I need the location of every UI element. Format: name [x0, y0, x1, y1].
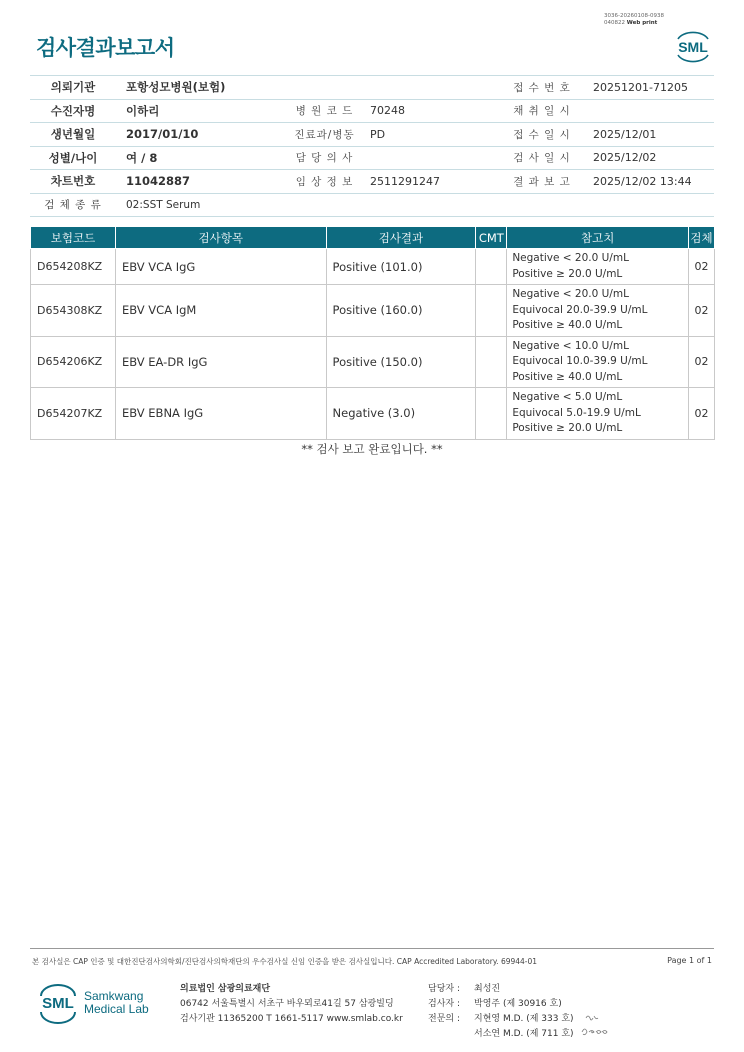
staff-name: 박영주 (제 30916 호) [474, 999, 562, 1009]
print-id-number: 3036-20260108-0938 [604, 13, 664, 19]
reference-line: Negative < 5.0 U/mL [512, 391, 623, 403]
staff-list [428, 982, 574, 1042]
info-label-2: 임 상 정 보 [295, 175, 354, 188]
reference-range [507, 388, 689, 440]
info-value: 11042887 [126, 174, 191, 189]
test-item: EBV VCA IgG [115, 249, 326, 285]
test-result: Positive (160.0) [326, 285, 476, 337]
info-row [30, 194, 714, 218]
info-label: 생년월일 [50, 127, 96, 142]
info-value: 02:SST Serum [126, 198, 201, 211]
info-value-3: 2025/12/02 [593, 151, 657, 165]
reference-range [507, 285, 689, 337]
insurance-code: D654206KZ [31, 336, 116, 388]
insurance-code: D654207KZ [31, 388, 116, 440]
info-label-3: 접 수 일 시 [513, 128, 571, 141]
info-row [30, 100, 714, 124]
reference-line: Positive ≥ 40.0 U/mL [512, 370, 623, 383]
page-number: Page 1 of 1 [667, 956, 712, 965]
info-row [30, 123, 714, 147]
cmt-cell [476, 388, 507, 440]
staff-name: 최성진 [474, 984, 501, 994]
info-value: 이하리 [126, 103, 160, 118]
info-row [30, 170, 714, 194]
reference-line: Positive ≥ 20.0 U/mL [512, 267, 623, 280]
info-value-3: 2025/12/01 [593, 127, 657, 141]
info-label-3: 채 취 일 시 [513, 105, 571, 118]
results-table [30, 226, 715, 440]
lab-logo-name: Samkwang Medical Lab [84, 989, 149, 1016]
reference-line: Positive ≥ 20.0 U/mL [512, 422, 623, 434]
organization-info [180, 982, 403, 1027]
info-label-2: 진료과/병동 [294, 128, 355, 141]
reference-range [507, 249, 689, 285]
certification-text: 본 검사실은 CAP 인증 및 대한진단검사의학회/진단검사의학재단의 우수검사실 신임 인증을 받은 검사실입니다. CAP Accredited Laboratory. 69944-01 [32, 957, 538, 966]
reference-line: Equivocal 20.0-39.9 U/mL [512, 303, 648, 316]
specimen-code: 02 [689, 336, 715, 388]
col-specimen: 검체 [689, 227, 715, 249]
col-insurance-code: 보험코드 [31, 227, 116, 249]
reference-line: Positive ≥ 40.0 U/mL [512, 319, 623, 331]
staff-row [428, 997, 574, 1012]
staff-role: 전문의 : [428, 1014, 460, 1024]
col-cmt: CMT [476, 227, 507, 249]
signature-icon [580, 1010, 610, 1040]
specimen-code: 02 [689, 285, 715, 337]
info-row [30, 76, 714, 100]
samkwang-logo-icon [36, 980, 80, 1024]
test-item: EBV EA-DR IgG [115, 336, 326, 388]
info-label: 검 체 종 류 [44, 199, 102, 212]
test-item: EBV EBNA IgG [115, 388, 326, 440]
staff-row [428, 1012, 574, 1027]
table-row [31, 285, 715, 337]
info-value-2: 70248 [370, 104, 405, 118]
staff-row [428, 1027, 574, 1042]
reference-line: Negative < 20.0 U/mL [512, 252, 629, 264]
col-test-item: 검사항목 [115, 227, 326, 249]
table-row [31, 388, 715, 440]
staff-name: 지현영 M.D. (제 333 호) [474, 1014, 574, 1024]
org-name: 의료법인 삼광의료재단 [180, 984, 271, 994]
test-item: EBV VCA IgM [115, 285, 326, 337]
info-value-2: PD [370, 127, 386, 141]
info-row [30, 147, 714, 171]
footer-divider [30, 948, 714, 949]
insurance-code: D654208KZ [31, 249, 116, 285]
info-value: 2017/01/10 [126, 127, 199, 142]
specimen-code: 02 [689, 249, 715, 285]
test-result: Negative (3.0) [326, 388, 476, 440]
sml-logo-icon [672, 27, 714, 63]
col-result: 검사결과 [326, 227, 476, 249]
cmt-cell [476, 336, 507, 388]
test-result: Positive (101.0) [326, 249, 476, 285]
info-label-3: 접 수 번 호 [513, 81, 571, 94]
info-label: 수진자명 [50, 103, 96, 118]
reference-range [507, 336, 689, 388]
results-header-row [31, 227, 715, 249]
info-label-2: 병 원 코 드 [295, 105, 354, 118]
info-label: 차트번호 [50, 174, 96, 189]
info-label-2: 담 당 의 사 [295, 152, 354, 165]
info-value-3: 2025/12/02 13:44 [593, 174, 692, 188]
patient-info-table [30, 75, 714, 217]
info-label: 성별/나이 [48, 150, 98, 165]
test-result: Positive (150.0) [326, 336, 476, 388]
specimen-code: 02 [689, 388, 715, 440]
info-value: 포항성모병원(보험) [126, 80, 226, 95]
org-contact: 검사기관 11365200 T 1661-5117 www.smlab.co.kr [180, 1014, 403, 1024]
reference-line: Negative < 10.0 U/mL [512, 339, 629, 352]
staff-row [428, 982, 574, 997]
page-title: 검사결과보고서 [36, 36, 175, 60]
cmt-cell [476, 285, 507, 337]
info-label-3: 결 과 보 고 [513, 175, 571, 188]
reference-line: Equivocal 5.0-19.9 U/mL [512, 406, 641, 419]
print-id [604, 13, 664, 27]
staff-name: 서소연 M.D. (제 711 호) [474, 1029, 574, 1039]
info-label-3: 검 사 일 시 [513, 152, 571, 165]
info-value-2: 2511291247 [370, 174, 440, 188]
insurance-code: D654308KZ [31, 285, 116, 337]
report-complete-text: ** 검사 보고 완료입니다. ** [301, 442, 443, 456]
reference-line: Negative < 20.0 U/mL [512, 288, 629, 300]
table-row [31, 249, 715, 285]
print-id-sub: 040822 [604, 20, 625, 26]
svg-text:SML: SML [678, 39, 708, 55]
cmt-cell [476, 249, 507, 285]
info-value: 여 / 8 [126, 150, 158, 165]
staff-role [428, 1027, 474, 1042]
svg-text:SML: SML [42, 995, 74, 1012]
staff-role: 담당자 : [428, 984, 460, 994]
table-row [31, 336, 715, 388]
org-address: 06742 서울특별시 서초구 바우뫼로41길 57 삼광빌딩 [180, 999, 394, 1009]
print-tag: Web print [626, 20, 658, 26]
info-label: 의뢰기관 [50, 80, 96, 95]
reference-line: Equivocal 10.0-39.9 U/mL [512, 355, 648, 367]
staff-role: 검사자 : [428, 999, 460, 1009]
info-value-3: 20251201-71205 [593, 80, 688, 94]
col-reference: 참고치 [507, 227, 689, 249]
